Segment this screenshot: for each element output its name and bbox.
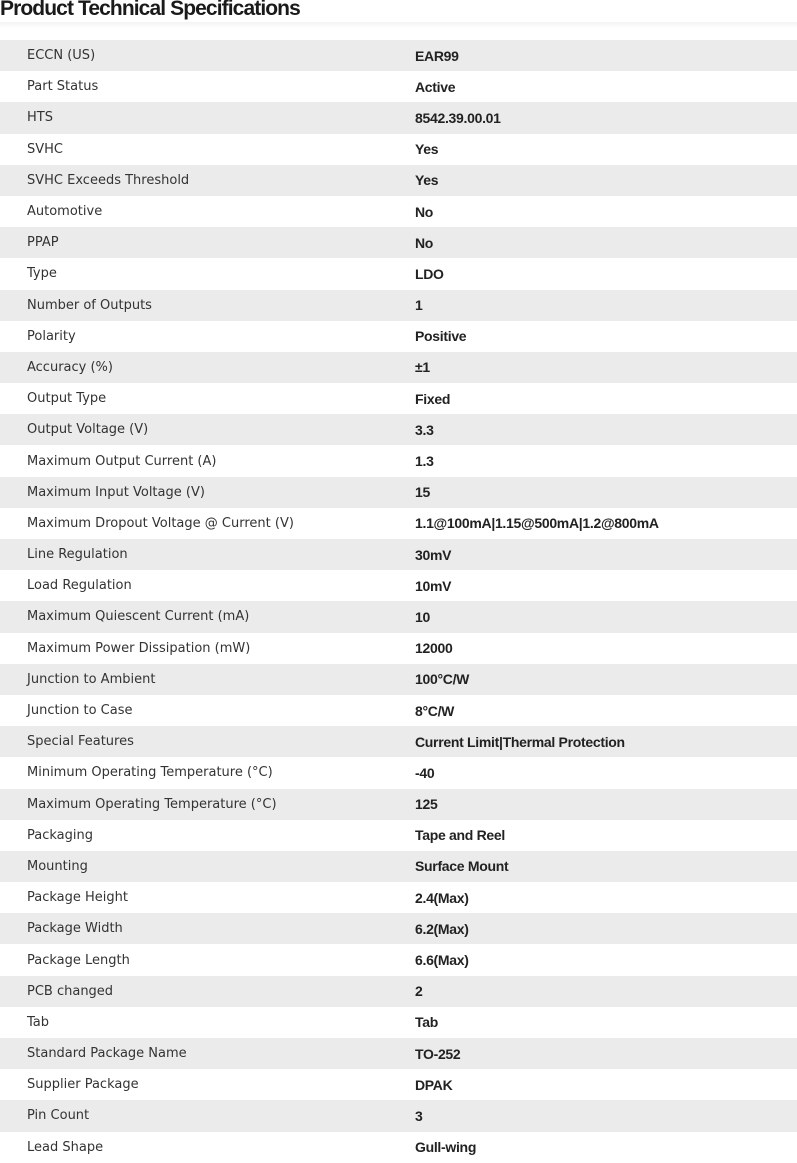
spec-label: Line Regulation (27, 547, 128, 563)
spec-label: Maximum Dropout Voltage @ Current (V) (27, 515, 294, 531)
spec-value: Yes (415, 172, 439, 189)
spec-value: ±1 (415, 359, 430, 376)
spec-value: 10mV (415, 577, 452, 594)
spec-value: Surface Mount (415, 858, 509, 875)
spec-row (0, 477, 797, 508)
spec-row (0, 227, 797, 258)
spec-value: 2 (415, 983, 423, 1000)
spec-value: 100°C/W (415, 671, 470, 688)
spec-label: Tab (27, 1014, 50, 1030)
spec-value: 125 (415, 796, 438, 813)
spec-row (0, 976, 797, 1007)
spec-label: Part Status (27, 79, 99, 95)
spec-row (0, 1100, 797, 1131)
spec-value: EAR99 (415, 47, 459, 64)
spec-value: Fixed (415, 390, 451, 407)
spec-value: 15 (415, 484, 430, 501)
spec-label: Junction to Ambient (27, 671, 156, 687)
spec-label: Packaging (27, 827, 93, 843)
spec-label: Standard Package Name (27, 1046, 187, 1062)
spec-value: DPAK (415, 1076, 453, 1093)
spec-row (0, 321, 797, 352)
spec-label: Mounting (27, 858, 88, 874)
spec-label: Maximum Input Voltage (V) (27, 484, 205, 500)
spec-row (0, 664, 797, 695)
spec-value: 1.1@100mA|1.15@500mA|1.2@800mA (415, 515, 659, 532)
spec-value: 30mV (415, 546, 452, 563)
spec-value: 8542.39.00.01 (415, 109, 501, 126)
spec-label: Special Features (27, 734, 134, 750)
spec-value: Gull-wing (415, 1139, 477, 1156)
spec-value: No (415, 203, 434, 220)
spec-label: Number of Outputs (27, 297, 152, 313)
spec-row (0, 134, 797, 165)
spec-row (0, 1007, 797, 1038)
spec-label: Type (27, 266, 57, 282)
spec-value: 3 (415, 1107, 423, 1124)
spec-row (0, 445, 797, 476)
spec-label: Minimum Operating Temperature (°C) (27, 765, 273, 781)
spec-label: Maximum Power Dissipation (mW) (27, 640, 251, 656)
spec-value: 10 (415, 608, 430, 625)
spec-value: Yes (415, 141, 439, 158)
spec-row (0, 726, 797, 757)
spec-table-body (0, 40, 797, 1163)
spec-value: Active (415, 78, 456, 95)
spec-value: LDO (415, 265, 444, 282)
spec-row (0, 508, 797, 539)
spec-row (0, 102, 797, 133)
spec-value: No (415, 234, 434, 251)
spec-row (0, 820, 797, 851)
spec-label: Supplier Package (27, 1077, 139, 1093)
spec-label: Automotive (27, 204, 103, 220)
spec-label: PPAP (27, 235, 59, 251)
spec-label: Polarity (27, 328, 76, 344)
spec-value: 3.3 (415, 421, 434, 438)
spec-row (0, 633, 797, 664)
spec-label: Accuracy (%) (27, 359, 113, 375)
spec-row (0, 1069, 797, 1100)
spec-row (0, 851, 797, 882)
spec-label: Package Height (27, 890, 128, 906)
spec-row (0, 414, 797, 445)
spec-label: PCB changed (27, 983, 114, 999)
spec-value: 6.2(Max) (415, 920, 469, 937)
spec-label: Load Regulation (27, 578, 132, 594)
spec-value: 8°C/W (415, 702, 455, 719)
spec-row (0, 757, 797, 788)
spec-row (0, 383, 797, 414)
spec-row (0, 601, 797, 632)
spec-row (0, 944, 797, 975)
spec-value: Tape and Reel (415, 827, 505, 844)
spec-value: -40 (415, 764, 435, 781)
spec-row (0, 352, 797, 383)
spec-label: Output Type (27, 391, 107, 407)
spec-row (0, 570, 797, 601)
spec-value: Current Limit|Thermal Protection (415, 733, 625, 750)
spec-row (0, 1038, 797, 1069)
spec-row (0, 165, 797, 196)
spec-label: SVHC (27, 141, 63, 157)
spec-label: Junction to Case (27, 703, 133, 719)
spec-label: Pin Count (27, 1108, 90, 1124)
spec-row (0, 695, 797, 726)
spec-row (0, 290, 797, 321)
spec-label: Output Voltage (V) (27, 422, 149, 438)
spec-row (0, 913, 797, 944)
spec-label: HTS (27, 110, 53, 126)
spec-value: 1.3 (415, 453, 434, 470)
spec-value: TO-252 (415, 1045, 461, 1062)
spec-value: 1 (415, 297, 423, 314)
spec-value: 2.4(Max) (415, 889, 469, 906)
spec-row (0, 789, 797, 820)
spec-label: ECCN (US) (27, 48, 96, 64)
spec-label: Maximum Quiescent Current (mA) (27, 609, 250, 625)
spec-value: Tab (415, 1014, 438, 1031)
spec-label: Maximum Operating Temperature (°C) (27, 796, 277, 812)
page-title: Product Technical Specifications (0, 0, 300, 20)
spec-row (0, 882, 797, 913)
spec-label: SVHC Exceeds Threshold (27, 172, 190, 188)
spec-row (0, 1132, 797, 1163)
spec-label: Lead Shape (27, 1139, 104, 1155)
spec-row (0, 539, 797, 570)
spec-value: Positive (415, 328, 467, 345)
spec-row (0, 40, 797, 71)
spec-row (0, 258, 797, 289)
spec-label: Package Width (27, 921, 123, 937)
spec-row (0, 71, 797, 102)
spec-label: Maximum Output Current (A) (27, 453, 217, 469)
spec-table (0, 40, 797, 1163)
spec-value: 12000 (415, 640, 453, 657)
spec-row (0, 196, 797, 227)
title-divider (0, 22, 797, 28)
spec-label: Package Length (27, 952, 130, 968)
spec-value: 6.6(Max) (415, 952, 469, 969)
